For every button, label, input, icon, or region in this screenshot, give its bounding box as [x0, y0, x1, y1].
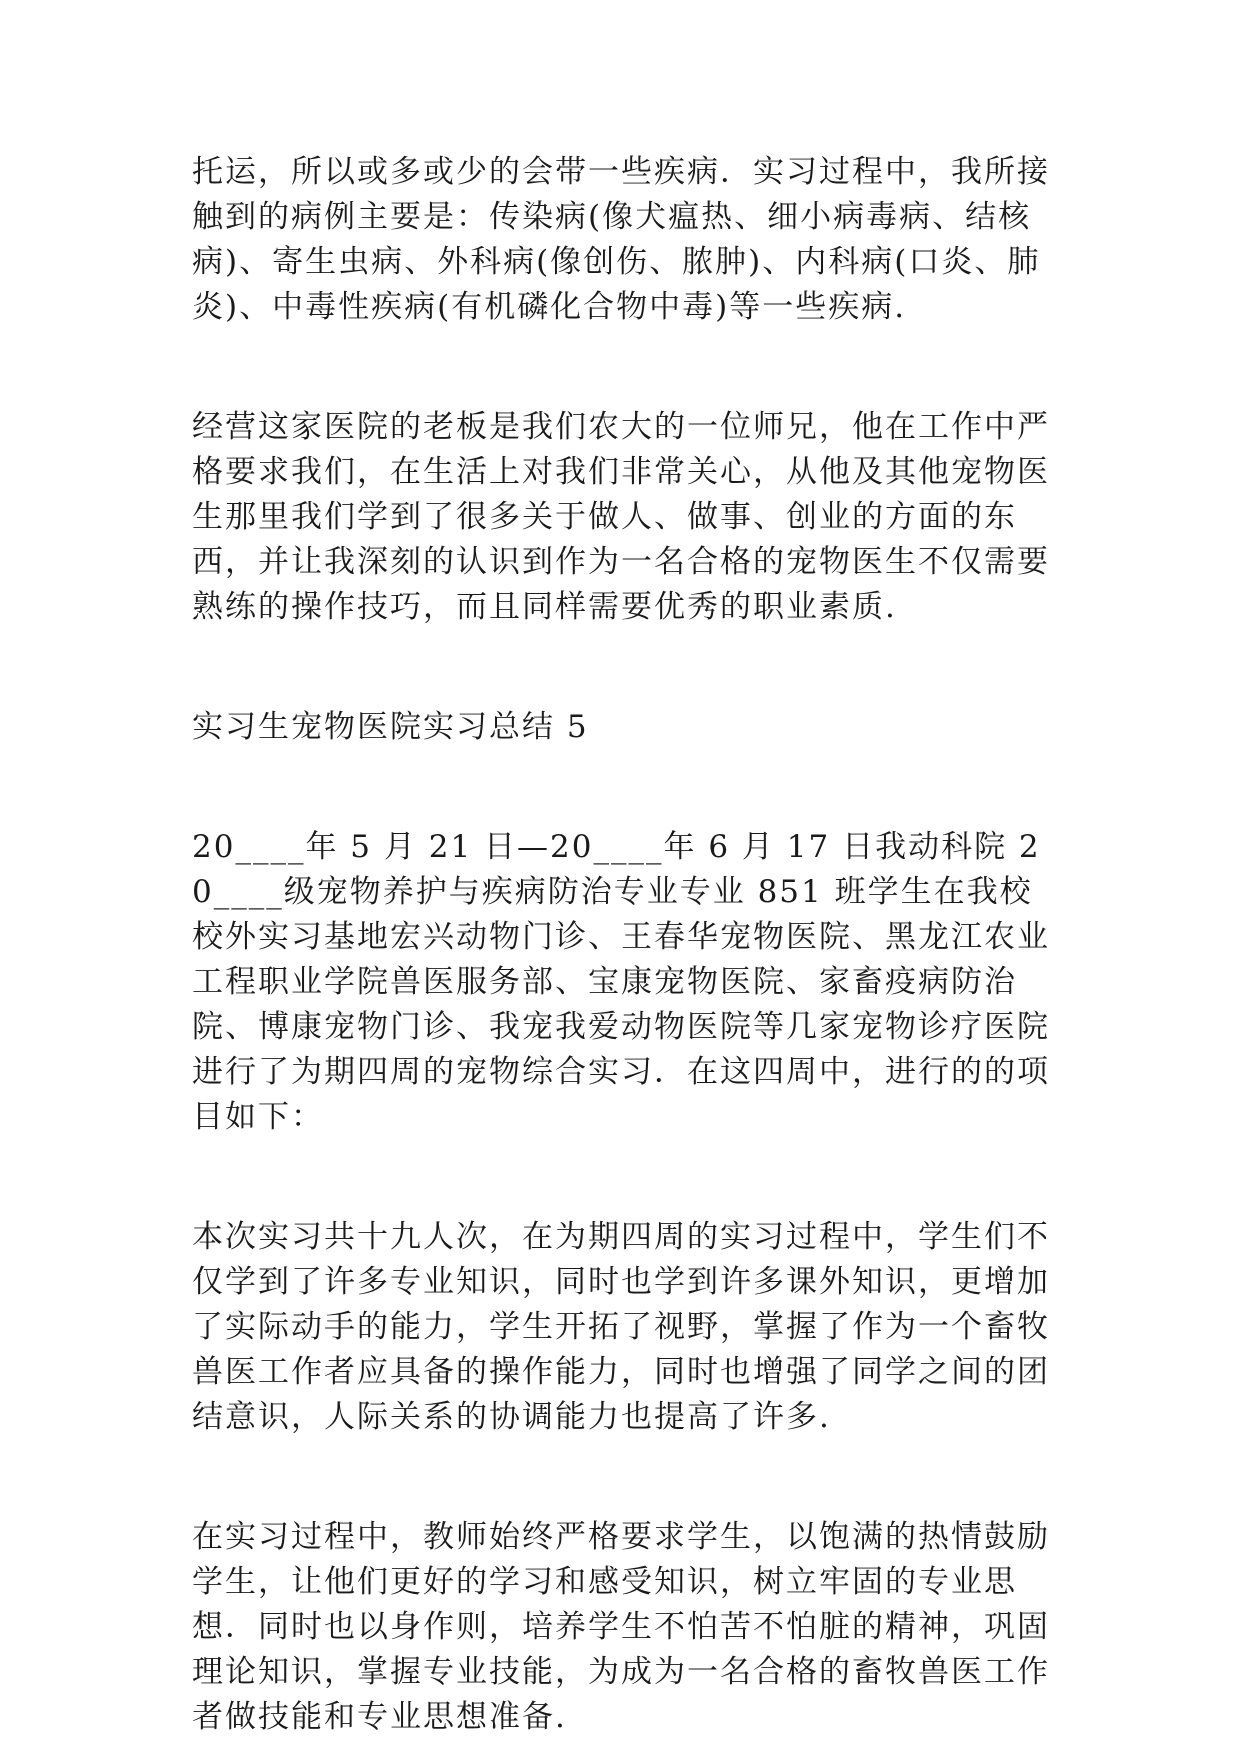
paragraph-gap [192, 1140, 1052, 1215]
paragraph-internship-dates: 20____年 5 月 21 日—20____年 6 月 17 日我动科院 20____级宠物养护与疾病防治专业专业 851 班学生在我校校外实习基地宏兴动物门诊、王春华宠物医院、黑龙江农业工程职业学院兽医服务部、宝康宠物医院、家畜疫病防治院、博康宠物门诊、我宠我爱动物医院等几家宠物诊疗医院进行了为期四周的宠物综合实习．在这四周中，进行的的项目如下： [192, 829, 1050, 1135]
section-heading: 实习生宠物医院实习总结 5 [192, 709, 589, 745]
paragraph-gap [192, 330, 1052, 405]
paragraph-teachers: 在实习过程中，教师始终严格要求学生，以饱满的热情鼓励学生，让他们更好的学习和感受知识，树立牢固的专业思想．同时也以身作则，培养学生不怕苦不怕脏的精神，巩固理论知识，掌握专业技能，为成为一名合格的畜牧兽医工作者做技能和专业思想准备. [192, 1519, 1050, 1735]
paragraph-gap [192, 750, 1052, 825]
paragraph-gap [192, 630, 1052, 705]
document-body [192, 150, 1052, 1740]
paragraph-diseases: 托运，所以或多或少的会带一些疾病．实习过程中，我所接触到的病例主要是：传染病(像犬瘟热、细小病毒病、结核病)、寄生虫病、外科病(像创伤、脓肿)、内科病(口炎、肺炎)、中毒性疾病(有机磷化合物中毒)等一些疾病. [192, 154, 1050, 325]
paragraph-outcomes: 本次实习共十九人次，在为期四周的实习过程中，学生们不仅学到了许多专业知识，同时也学到许多课外知识，更增加了实际动手的能力，学生开拓了视野，掌握了作为一个畜牧兽医工作者应具备的操作能力，同时也增强了同学之间的团结意识，人际关系的协调能力也提高了许多. [192, 1219, 1050, 1435]
paragraph-hospital-owner: 经营这家医院的老板是我们农大的一位师兄，他在工作中严格要求我们，在生活上对我们非常关心，从他及其他宠物医生那里我们学到了很多关于做人、做事、创业的方面的东西，并让我深刻的认识到作为一名合格的宠物医生不仅需要熟练的操作技巧，而且同样需要优秀的职业素质. [192, 409, 1050, 625]
paragraph-gap [192, 1440, 1052, 1515]
